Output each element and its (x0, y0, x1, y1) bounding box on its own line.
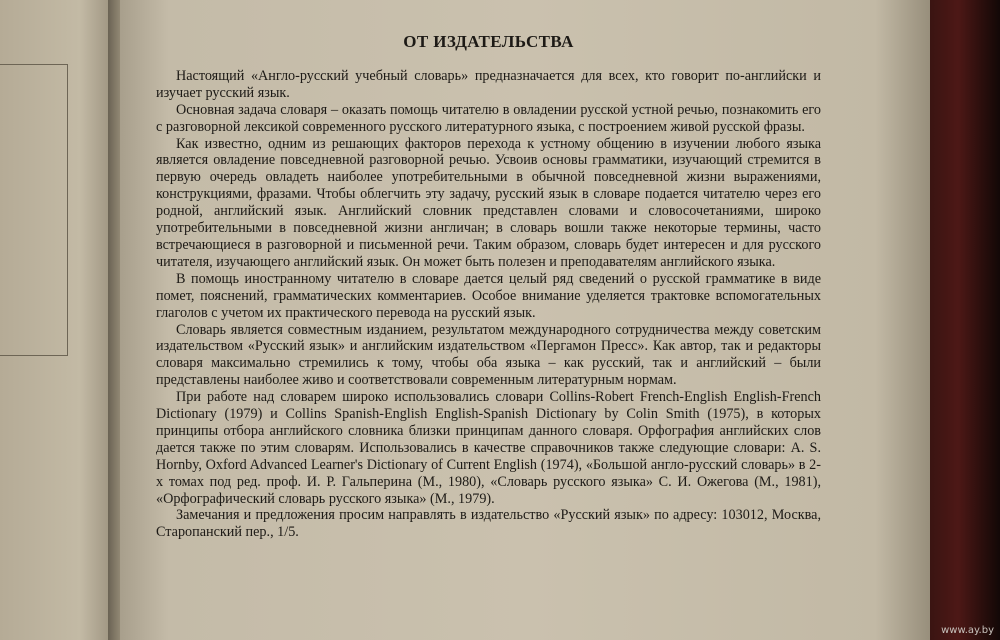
page-title: ОТ ИЗДАТЕЛЬСТВА (403, 32, 574, 51)
page-text (156, 34, 821, 541)
paragraph-method: Как известно, одним из решающих факторов перехода к устному общению в изучении любого языка является овладение повседневной разговорной речью. Усвоив основы грамматики, изучающий стремится в первую очередь овладеть наиболее употребительными в обычной повседневной жизни выражениями, конструкциями, фразами. Чтобы облегчить эту задачу, русский язык в словаре подается читателю через его родной, английский язык. Английский словник представлен словами и словосочетаниями, широко употребительными в повседневной жизни англичан; в словарь вошли также некоторые термины, часто встречающиеся в разговорной и письменной речи. Таким образом, словарь будет интересен и для русского читателя, изучающего английский язык. Он может быть полезен и преподавателям английского языка. (156, 135, 821, 270)
left-page-edge (0, 0, 114, 640)
paragraph-intro: Настоящий «Англо-русский учебный словарь» предназначается для всех, кто говорит по-английски и изучает русский язык. (156, 67, 821, 101)
paragraph-sources: При работе над словарем широко использовались словари Collins-Robert French-English English-French Dictionary (1979) и Collins Spanish-English English-Spanish Dictionary by Colin Smith (1975), в которых принципы отбора английского словника близки принципам данного словаря. Орфография английских слов дается также по этим словарям. Использовались в качестве справочников также следующие словари: A. S. Hornby, Oxford Advanced Learner's Dictionary of Current English (1974), «Большой англо-русский словарь» в 2-х томах под ред. проф. И. Р. Гальперина (М., 1980), «Словарь русского языка» С. И. Ожегова (М., 1981), «Орфографический словарь русского языка» (М., 1979). (156, 389, 821, 507)
watermark: www.ay.by (941, 625, 994, 636)
book-binding (930, 0, 1000, 640)
paragraph-cooperation: Словарь является совместным изданием, результатом международного сотрудничества между советским издательством «Русский язык» и английским издательством «Пергамон Пресс». Как автор, так и редакторы словаря максимально стремились к тому, чтобы оба языка – как русский, так и английский – были представлены наиболее живо и соответствовали современным литературным нормам. (156, 321, 821, 389)
paragraph-goal: Основная задача словаря – оказать помощь читателю в овладении русской устной речью, познакомить его с разговорной лексикой современного русского литературного языка, с построением живой русской фразы. (156, 101, 821, 135)
paragraph-address: Замечания и предложения просим направлять в издательство «Русский язык» по адресу: 103012, Москва, Старопанский пер., 1/5. (156, 507, 821, 541)
paragraph-grammar: В помощь иностранному читателю в словаре дается целый ряд сведений о русской грамматике в виде помет, пояснений, грамматических комментариев. Особое внимание уделяется трактовке вспомогательных глаголов с учетом их практического перевода на русский язык. (156, 270, 821, 321)
left-page-frame (0, 64, 68, 356)
